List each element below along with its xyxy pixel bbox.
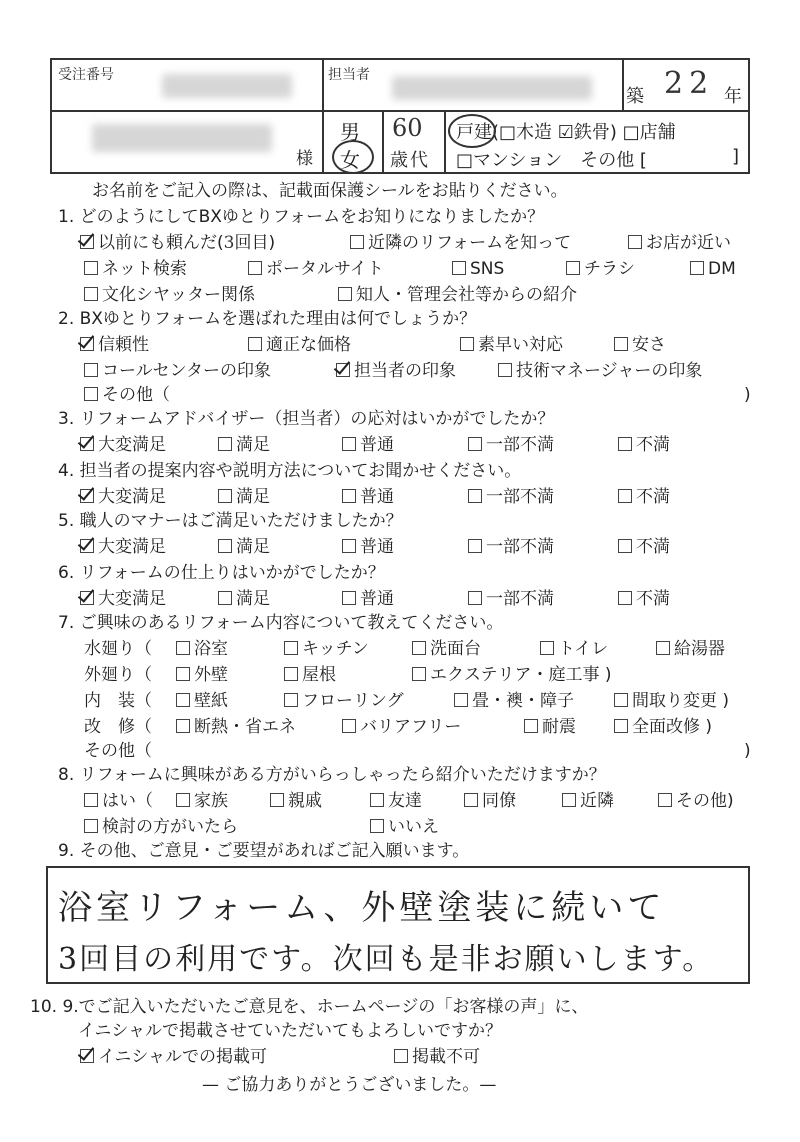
- building-age-unit: 年: [724, 86, 742, 107]
- scale-label: 不満: [636, 435, 670, 455]
- q7-r4-opt: 全面改修 ): [614, 716, 712, 738]
- q2-opt-e: コールセンターの印象: [102, 361, 271, 381]
- checkbox[interactable]: [614, 693, 628, 707]
- checkbox[interactable]: [412, 667, 426, 681]
- q7-r4-label: 改 修（: [84, 717, 152, 737]
- q7-r4-opt-label: バリアフリー: [360, 717, 462, 737]
- q1-opt-i: 文化シヤッター関係: [102, 285, 255, 305]
- q1-opt-a: 以前にも頼んだ(: [98, 233, 224, 253]
- redacted-name: [92, 124, 272, 152]
- q8-opt: [562, 790, 614, 812]
- q1-opt-d: ネット検索: [102, 259, 187, 279]
- q7-r4-opt: [342, 716, 461, 738]
- checkbox-checked[interactable]: [80, 437, 94, 451]
- chiku-label: 築: [626, 86, 644, 107]
- q5-scale-option-s5: [618, 536, 670, 558]
- divider: [444, 110, 446, 172]
- q7-r2-opt-label: 屋根: [302, 665, 336, 685]
- q1-title: 1. どのようにしてBXゆとりフォームをお知りになりましたか？: [58, 207, 545, 227]
- checkbox[interactable]: [370, 819, 384, 833]
- checkbox[interactable]: [248, 261, 262, 275]
- q4-scale-option-s1: [80, 486, 166, 508]
- scale-label: 普通: [360, 537, 394, 557]
- redacted-order-no: [162, 74, 292, 98]
- checkbox[interactable]: [84, 793, 98, 807]
- q4-scale-option-s4: [468, 486, 554, 508]
- q6-scale-option-s3: [342, 588, 394, 610]
- q2-opt-h: その他（: [102, 385, 170, 405]
- scale-label: 一部不満: [486, 537, 554, 557]
- q7-close: ): [744, 741, 751, 761]
- scale-label: 満足: [236, 487, 270, 507]
- q8-consider-label: 検討の方がいたら: [102, 817, 238, 837]
- q1-row1: [80, 232, 275, 254]
- q8-opt-label: 家族: [194, 791, 228, 811]
- redacted-staff: [392, 76, 592, 100]
- checkbox[interactable]: [540, 641, 554, 655]
- checkbox[interactable]: [84, 819, 98, 833]
- checkbox[interactable]: [218, 539, 232, 553]
- divider: [622, 60, 624, 110]
- age-value: 60: [392, 114, 423, 142]
- q2-opt-f-wrap: [336, 360, 456, 382]
- scale-label: 満足: [236, 589, 270, 609]
- checkbox-checked[interactable]: [80, 489, 94, 503]
- q8-opt-label: 友達: [388, 791, 422, 811]
- q6-scale-option-s4: [468, 588, 554, 610]
- checkbox[interactable]: [618, 489, 632, 503]
- checkbox[interactable]: [342, 489, 356, 503]
- q10-title: 10. 9.でご記入いただいたご意見を、ホームページの「お客様の声」に、: [30, 997, 589, 1017]
- q1-opt-e: ポータルサイト: [266, 259, 384, 279]
- q7-r2-opt-label: 外壁: [194, 665, 228, 685]
- q1-opt-a-end: 回目): [234, 233, 276, 253]
- q5-scale-option-s2: [218, 536, 270, 558]
- checkbox[interactable]: [468, 437, 482, 451]
- q7-r2-opt: エクステリア・庭工事 ): [412, 664, 612, 686]
- q2-opt-b: 適正な価格: [266, 335, 351, 355]
- q3-scale-option-s4: [468, 434, 554, 456]
- q3-title: 3. リフォームアドバイザー（担当者）の応対はいかがでしたか？: [58, 409, 555, 429]
- male-option: 男: [340, 120, 360, 144]
- notice-text: お名前をご記入の際は、記載面保護シールをお貼りください。: [92, 181, 568, 201]
- q8-opt-label: 近隣: [580, 791, 614, 811]
- checkbox[interactable]: [614, 719, 628, 733]
- q1-opt-a-count: 3: [223, 233, 235, 253]
- q3-scale-option-s3: [342, 434, 394, 456]
- q4-scale-option-s5: [618, 486, 670, 508]
- q10-ok: [80, 1046, 267, 1068]
- q7-r3-opt: 間取り変更 ): [614, 690, 729, 712]
- checkbox[interactable]: [468, 489, 482, 503]
- comment-line1: 浴室リフォーム、外壁塗装に続いて: [58, 888, 666, 928]
- checkbox[interactable]: [370, 793, 384, 807]
- checkbox[interactable]: [628, 235, 642, 249]
- q8-consider: [84, 816, 238, 838]
- q2-opt-d: 安さ: [632, 335, 666, 355]
- q1-opt-b-wrap: [350, 232, 571, 254]
- checkbox[interactable]: [498, 363, 512, 377]
- house-type-close: ]: [732, 146, 740, 167]
- header-table: [50, 58, 750, 174]
- female-option: 女: [340, 148, 360, 172]
- q7-r1-opt-label: 浴室: [194, 639, 228, 659]
- q4-title: 4. 担当者の提案内容や説明方法についてお聞かせください。: [58, 461, 522, 481]
- scale-label: 大変満足: [98, 537, 166, 557]
- checkbox-checked[interactable]: [80, 591, 94, 605]
- checkbox[interactable]: [342, 719, 356, 733]
- q7-r1-opt-label: トイレ: [558, 639, 609, 659]
- q2-title: 2. BXゆとりフォームを選ばれた理由は何でしょうか？: [58, 309, 477, 329]
- q6-scale-option-s1: [80, 588, 166, 610]
- checkbox[interactable]: [566, 261, 580, 275]
- q4-scale-option-s2: [218, 486, 270, 508]
- q1-opt-c-wrap: [628, 232, 731, 254]
- q7-r4-opt-label: 全面改修: [632, 717, 700, 737]
- q3-scale-option-s1: [80, 434, 166, 456]
- checkbox[interactable]: [176, 793, 190, 807]
- q5-title: 5. 職人のマナーはご満足いただけましたか？: [58, 511, 403, 531]
- q7-r4-opt-label: 耐震: [542, 717, 576, 737]
- q4-scale-option-s3: [342, 486, 394, 508]
- q5-scale-option-s4: [468, 536, 554, 558]
- q1-opt-h-wrap: [690, 258, 736, 280]
- checkbox-checked[interactable]: [80, 539, 94, 553]
- q1-opt-g: チラシ: [584, 259, 635, 279]
- q9-title: 9. その他、ご意見・ご要望があればご記入願います。: [58, 841, 470, 861]
- building-age-value: 22: [664, 66, 715, 101]
- q8-opt-label: 親戚: [288, 791, 322, 811]
- q1-opt-j: 知人・管理会社等からの紹介: [356, 285, 577, 305]
- checkbox[interactable]: [176, 641, 190, 655]
- checkbox[interactable]: [658, 793, 672, 807]
- checkbox[interactable]: [284, 693, 298, 707]
- checkbox-checked[interactable]: [80, 1049, 94, 1063]
- q7-r3-opt-label: フローリング: [302, 691, 404, 711]
- q5-scale-option-s3: [342, 536, 394, 558]
- sama-label: 様: [296, 149, 313, 169]
- q1-opt-e-wrap: [248, 258, 384, 280]
- checkbox[interactable]: [248, 337, 262, 351]
- q8-opt-label: 同僚: [482, 791, 516, 811]
- checkbox[interactable]: [656, 641, 670, 655]
- divider: [382, 110, 384, 172]
- checkbox[interactable]: [284, 641, 298, 655]
- q8-opt: [464, 790, 516, 812]
- order-no-label: 受注番号: [58, 67, 114, 83]
- checkbox[interactable]: [284, 667, 298, 681]
- checkbox[interactable]: [394, 1049, 408, 1063]
- checkbox[interactable]: [350, 235, 364, 249]
- checkbox[interactable]: [454, 693, 468, 707]
- checkbox[interactable]: [342, 591, 356, 605]
- q8-title: 8. リフォームに興味がある方がいらっしゃったら紹介いただけますか？: [58, 765, 606, 785]
- q7-r3-label: 内 装（: [84, 691, 152, 711]
- comment-line2: 3回目の利用です。次回も是非お願いします。: [58, 942, 715, 977]
- q8-opt: [370, 790, 422, 812]
- age-suffix-dai: 代: [410, 150, 428, 171]
- checkbox[interactable]: [270, 793, 284, 807]
- scale-label: 不満: [636, 487, 670, 507]
- scale-label: 不満: [636, 589, 670, 609]
- q1-opt-i-wrap: [84, 284, 255, 306]
- q10-ok-label: イニシャルでの掲載可: [98, 1047, 267, 1067]
- scale-label: 不満: [636, 537, 670, 557]
- divider: [52, 110, 748, 112]
- checkbox[interactable]: [342, 437, 356, 451]
- q7-r1-opt-label: キッチン: [302, 639, 369, 659]
- house-type-line1: 戸建(□木造 ☑鉄骨) □店舗: [456, 122, 676, 143]
- scale-label: 普通: [360, 435, 394, 455]
- q7-r4-opt: [524, 716, 576, 738]
- checkbox[interactable]: [176, 667, 190, 681]
- q7-r3-opt-label: 畳・襖・障子: [472, 691, 574, 711]
- checkbox[interactable]: [468, 591, 482, 605]
- scale-label: 大変満足: [98, 487, 166, 507]
- q7-r3-opt: [454, 690, 574, 712]
- checkbox[interactable]: [464, 793, 478, 807]
- q2-opt-a-wrap: [80, 334, 149, 356]
- comment-box[interactable]: [46, 866, 750, 984]
- checkbox[interactable]: [342, 539, 356, 553]
- q8-no-label: いいえ: [388, 817, 439, 837]
- scale-label: 満足: [236, 537, 270, 557]
- checkbox[interactable]: [618, 591, 632, 605]
- detached-circle-mark: [448, 114, 496, 148]
- checkbox[interactable]: [84, 287, 98, 301]
- checkbox[interactable]: [618, 437, 632, 451]
- q8-opt-label: その他): [676, 791, 734, 811]
- checkbox[interactable]: [524, 719, 538, 733]
- q8-opt: [270, 790, 322, 812]
- q2-opt-g-wrap: [498, 360, 702, 382]
- scale-label: 大変満足: [98, 589, 166, 609]
- q10-title2: イニシャルで掲載させていただいてもよろしいですか？: [78, 1021, 502, 1041]
- q8-opt: [658, 790, 734, 812]
- q1-opt-d-wrap: [84, 258, 187, 280]
- q8-opt: [176, 790, 228, 812]
- checkbox[interactable]: [618, 539, 632, 553]
- q2-opt-h-wrap: [84, 384, 170, 406]
- q2-opt-d-wrap: [614, 334, 666, 356]
- checkbox[interactable]: [176, 719, 190, 733]
- checkbox-checked[interactable]: [336, 363, 350, 377]
- checkbox[interactable]: [690, 261, 704, 275]
- q7-r3-opt: [284, 690, 404, 712]
- q2-opt-f: 担当者の印象: [354, 361, 456, 381]
- q3-scale-option-s2: [218, 434, 270, 456]
- checkbox[interactable]: [452, 261, 466, 275]
- house-type-line2: □マンション その他 [: [456, 150, 647, 171]
- checkbox[interactable]: [412, 641, 426, 655]
- divider: [322, 110, 324, 172]
- q7-r1-opt: [656, 638, 725, 660]
- q3-scale-option-s5: [618, 434, 670, 456]
- q7-r1-opt-label: 洗面台: [430, 639, 481, 659]
- q1-opt-j-wrap: [338, 284, 577, 306]
- scale-label: 普通: [360, 487, 394, 507]
- q7-r2-opt: [284, 664, 336, 686]
- q8-no: [370, 816, 439, 838]
- q7-r1-opt: [176, 638, 228, 660]
- q7-r1-opt: [412, 638, 481, 660]
- divider: [322, 60, 324, 110]
- q6-scale-option-s2: [218, 588, 270, 610]
- q7-r3-opt-label: 壁紙: [194, 691, 228, 711]
- q10-ng: [394, 1046, 480, 1068]
- checkbox[interactable]: [218, 437, 232, 451]
- q7-title: 7. ご興味のあるリフォーム内容について教えてください。: [58, 613, 504, 633]
- checkbox[interactable]: [84, 261, 98, 275]
- scale-label: 普通: [360, 589, 394, 609]
- q2-opt-e-wrap: [84, 360, 271, 382]
- checkbox[interactable]: [218, 489, 232, 503]
- checkbox[interactable]: [338, 287, 352, 301]
- checkbox[interactable]: [84, 363, 98, 377]
- scale-label: 一部不満: [486, 589, 554, 609]
- q7-r1-opt-label: 給湯器: [674, 639, 725, 659]
- q10-ng-label: 掲載不可: [412, 1047, 480, 1067]
- age-suffix-sai: 歳: [390, 150, 408, 171]
- checkbox[interactable]: [562, 793, 576, 807]
- q6-title: 6. リフォームの仕上りはいかがでしたか？: [58, 563, 385, 583]
- q6-scale-option-s5: [618, 588, 670, 610]
- q7-r1-opt: [284, 638, 369, 660]
- checkbox-checked[interactable]: [80, 235, 94, 249]
- checkbox-checked[interactable]: [80, 337, 94, 351]
- q7-r2-label: 外廻り（: [84, 665, 152, 685]
- q8-yes: [84, 790, 153, 812]
- q7-r2-opt-label: エクステリア・庭工事: [430, 665, 600, 685]
- scale-label: 一部不満: [486, 435, 554, 455]
- checkbox[interactable]: [176, 693, 190, 707]
- q1-opt-b: 近隣のリフォームを知って: [368, 233, 572, 253]
- q2-opt-c: 素早い対応: [478, 335, 563, 355]
- scale-label: 大変満足: [98, 435, 166, 455]
- q7-r1-opt: [540, 638, 608, 660]
- q7-r2-opt: [176, 664, 228, 686]
- q2-close: ): [744, 385, 751, 405]
- q8-yes-label: はい（: [102, 791, 153, 811]
- staff-label: 担当者: [328, 67, 370, 83]
- q7-r3-opt: [176, 690, 228, 712]
- q7-r5-label: その他（: [84, 741, 152, 761]
- q7-r1-label: 水廻り（: [84, 639, 152, 659]
- q5-scale-option-s1: [80, 536, 166, 558]
- q2-opt-a: 信頼性: [98, 335, 149, 355]
- q1-opt-f-wrap: [452, 258, 504, 280]
- scale-label: 満足: [236, 435, 270, 455]
- footer-thanks: — ご協力ありがとうございました。—: [202, 1075, 497, 1095]
- q7-r4-opt-label: 断熱・省エネ: [194, 717, 296, 737]
- q2-opt-g: 技術マネージャーの印象: [516, 361, 703, 381]
- q1-opt-c: お店が近い: [646, 233, 731, 253]
- checkbox[interactable]: [614, 337, 628, 351]
- q1-opt-f: SNS: [470, 259, 505, 279]
- q7-r4-opt: [176, 716, 296, 738]
- checkbox[interactable]: [218, 591, 232, 605]
- q2-opt-b-wrap: [248, 334, 351, 356]
- q1-opt-h: DM: [708, 259, 736, 279]
- q7-r3-opt-label: 間取り変更: [632, 691, 717, 711]
- checkbox[interactable]: [460, 337, 474, 351]
- q2-opt-c-wrap: [460, 334, 563, 356]
- scale-label: 一部不満: [486, 487, 554, 507]
- checkbox[interactable]: [84, 387, 98, 401]
- checkbox[interactable]: [468, 539, 482, 553]
- q1-opt-g-wrap: [566, 258, 635, 280]
- female-circle-mark: [332, 140, 374, 174]
